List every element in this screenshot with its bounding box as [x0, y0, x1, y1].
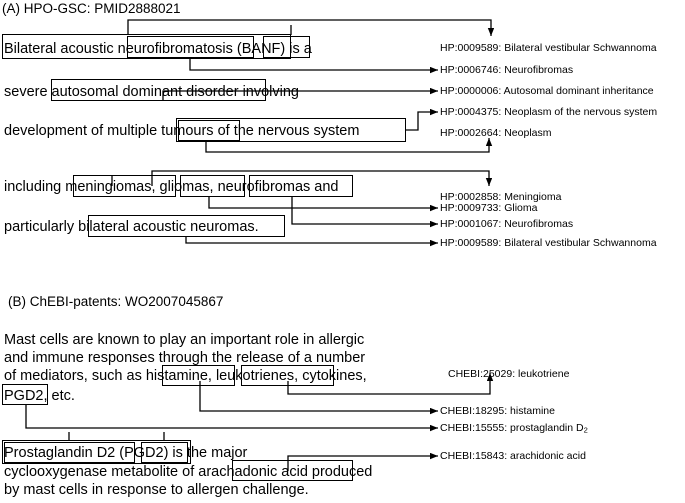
mention-box-prostaglandin-d2[interactable]	[4, 442, 135, 463]
annotation-label-hp-0009733: HP:0009733: Glioma	[440, 202, 538, 214]
panel-b-text-line-7: by mast cells in response to allergen challenge.	[4, 482, 309, 498]
panel-a-text-line-4: including meningiomas, gliomas, neurofibromas and	[4, 179, 339, 195]
mention-box-neurofibromatosis[interactable]	[127, 36, 254, 58]
annotation-label-hp-0009589-top: HP:0009589: Bilateral vestibular Schwannoma	[440, 42, 657, 54]
annotation-label-hp-0009589-bottom: HP:0009589: Bilateral vestibular Schwannoma	[440, 237, 657, 249]
panel-a-text-line-2: severe autosomal dominant disorder involving	[4, 84, 299, 100]
panel-a-text-line-5: particularly bilateral acoustic neuromas.	[4, 219, 259, 235]
annotation-label-chebi-25029: CHEBI:25029: leukotriene	[448, 368, 570, 380]
mention-box-neurofibromas[interactable]	[249, 175, 353, 197]
annotation-label-chebi-15843: CHEBI:15843: arachidonic acid	[440, 450, 586, 462]
mention-box-bilateral-acoustic-neuromas[interactable]	[88, 215, 285, 237]
mention-box-tumours[interactable]	[178, 120, 240, 141]
mention-box-histamine[interactable]	[162, 365, 235, 386]
annotation-label-chebi-15555	[440, 422, 588, 437]
annotation-label-chebi-15555-subscript: 2	[583, 425, 588, 435]
mention-box-gliomas[interactable]	[180, 175, 245, 197]
mention-box-autosomal-dominant-disorder[interactable]	[51, 79, 266, 101]
mention-box-meningiomas[interactable]	[73, 175, 176, 197]
annotation-label-chebi-18295: CHEBI:18295: histamine	[440, 405, 555, 417]
annotation-label-hp-0000006: HP:0000006: Autosomal dominant inheritance	[440, 85, 654, 97]
annotation-label-hp-0004375: HP:0004375: Neoplasm of the nervous system	[440, 106, 658, 118]
panel-a-text-line-1: Bilateral acoustic neurofibromatosis (BANF) is a	[4, 41, 312, 57]
annotation-label-hp-0002858: HP:0002858: Meningioma	[440, 191, 562, 203]
mention-box-banf[interactable]	[263, 36, 310, 58]
panel-b-text-line-4: PGD2, etc.	[4, 388, 75, 404]
panel-a-text-line-3: development of multiple tumours of the nervous system	[4, 123, 360, 139]
annotation-label-hp-0002664: HP:0002664: Neoplasm	[440, 127, 552, 139]
annotation-label-hp-0006746: HP:0006746: Neurofibromas	[440, 64, 574, 76]
mention-box-leukotrienes[interactable]	[241, 365, 334, 386]
panel-b-text-line-2: and immune responses through the release of a number	[4, 350, 366, 366]
mention-box-arachadonic-acid[interactable]	[232, 460, 353, 481]
mention-box-pgd2-inner[interactable]	[141, 442, 188, 463]
annotation-label-chebi-15555-text: CHEBI:15555: prostaglandin D	[440, 422, 584, 434]
panel-a-title: (A) HPO-GSC: PMID2888021	[2, 1, 181, 16]
panel-b-text-line-1: Mast cells are known to play an important role in allergic	[4, 332, 365, 348]
mention-box-pgd2-line4[interactable]	[2, 384, 48, 405]
panel-b-text-line-6: cyclooxygenase metabolite of arachadonic acid produced	[4, 464, 373, 480]
annotation-label-hp-0001067: HP:0001067: Neurofibromas	[440, 218, 574, 230]
panel-b-text-line-5: Prostaglandin D2 (PGD2) is the major	[4, 445, 248, 461]
panel-b-title: (B) ChEBI-patents: WO2007045867	[8, 294, 224, 309]
panel-b-text-line-3: of mediators, such as histamine, leukotrienes, cytokines,	[4, 368, 367, 384]
